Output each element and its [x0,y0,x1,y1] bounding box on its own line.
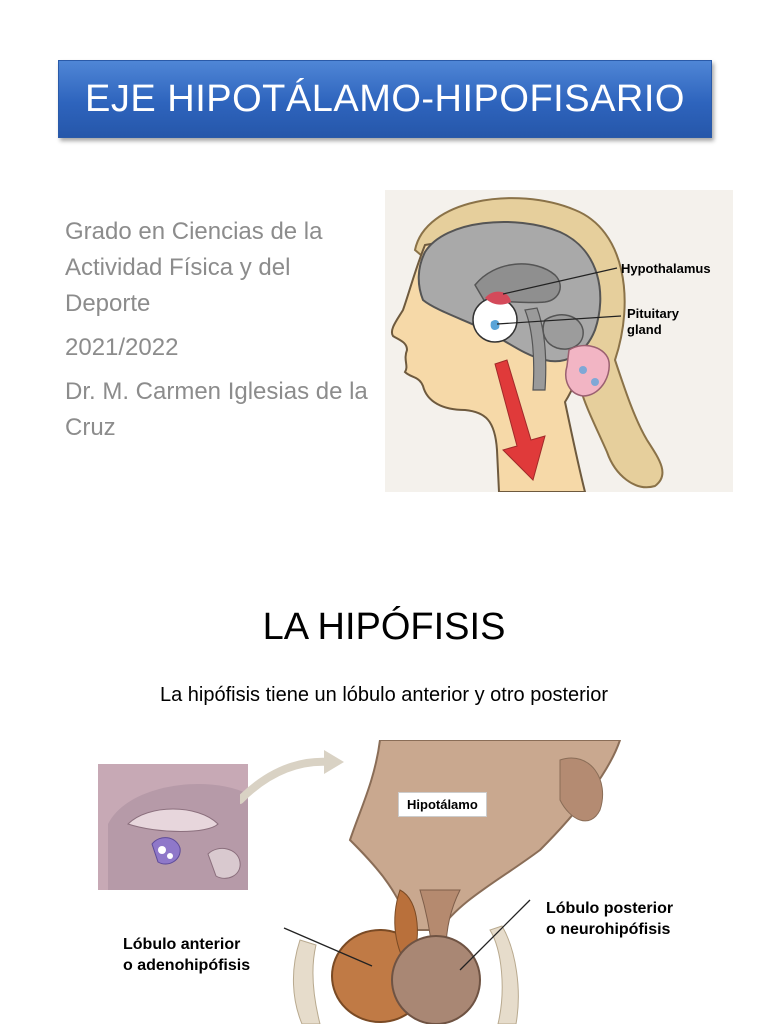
posterior-lobe-label-line2: o neurohipófisis [546,921,671,938]
anterior-lobe-label-line1: Lóbulo anterior [123,936,241,953]
pituitary-illustration [240,740,660,1024]
author: Dr. M. Carmen Iglesias de la Cruz [65,378,368,441]
slide-title: EJE HIPOTÁLAMO-HIPOFISARIO [85,77,685,120]
hypothalamus-label: Hypothalamus [621,261,711,276]
section-title: LA HIPÓFISIS [262,606,506,648]
pituitary-label-line2: gland [627,322,662,337]
anterior-lobe-label-line2: o adenohipófisis [123,957,251,974]
course-info [65,214,375,454]
course-name: Grado en Ciencias de la Actividad Física y del Deporte [65,218,323,317]
head-anatomy-illustration [385,190,733,492]
posterior-lobe-label-line1: Lóbulo posterior [546,900,674,917]
hipotalamo-label: Hipotálamo [398,792,487,817]
pituitary-shape [491,320,500,330]
posterior-lobe-shape [392,936,480,1024]
academic-year: 2021/2022 [65,334,179,361]
pituitary-highlight-circle [473,298,517,342]
section-subtitle: La hipófisis tiene un lóbulo anterior y otro posterior [159,684,609,706]
anterior-lobe-label [123,934,250,976]
posterior-lobe-label [546,898,673,940]
slide-2 [0,560,768,1024]
title-banner [58,60,712,138]
pituitary-label-line1: Pituitary [627,306,680,321]
brain-section-thumbnail [98,764,248,890]
